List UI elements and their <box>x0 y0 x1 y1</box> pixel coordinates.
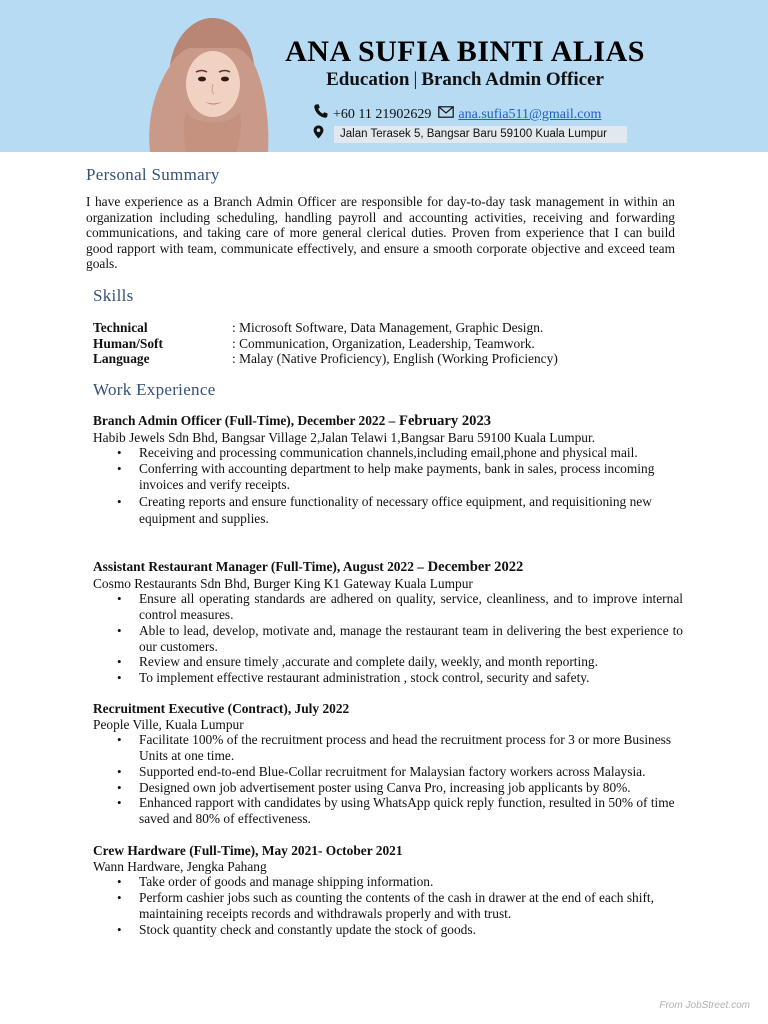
candidate-name: ANA SUFIA BINTI ALIAS <box>285 35 645 68</box>
skills-heading: Skills <box>93 286 134 305</box>
skill-category: Technical <box>93 320 148 335</box>
duty-item: • Receiving and processing communication channels,including email,phone and physical mail. <box>117 445 683 461</box>
resume-header <box>0 0 768 152</box>
job-title-end: December 2022 <box>423 559 524 575</box>
skill-value: : Communication, Organization, Leadership, Teamwork. <box>232 335 535 351</box>
phone-number: +60 11 21902629 <box>333 107 432 122</box>
job-company: People Ville, Kuala Lumpur <box>93 716 244 732</box>
job-title <box>93 701 683 717</box>
experience-heading: Work Experience <box>93 380 216 399</box>
duty-item: • Enhanced rapport with candidates by using WhatsApp quick reply function, resulted in 50% of time saved and 80% of effectiveness. <box>117 795 683 826</box>
job-title-text: Assistant Restaurant Manager (Full-Time), August 2022 – <box>93 559 424 574</box>
duty-item: • To implement effective restaurant administration , stock control, security and safety. <box>117 670 683 686</box>
envelope-icon <box>438 104 454 126</box>
headline-separator: | <box>413 69 418 90</box>
job-title-end: February 2023 <box>395 413 492 429</box>
job-duties <box>117 732 683 826</box>
job-entry <box>93 701 683 827</box>
summary-text: I have experience as a Branch Admin Officer are responsible for day-to-day task management in within an organization including scheduling, handling payroll and accounting activities, receiving and forwarding communications, and taking care of more general clerical duties. Proven from experience that I can build good rapport with team, communicate effectively, and ensure a smooth corporate objective and exceed team goals. <box>86 194 675 272</box>
duty-item: • Perform cashier jobs such as counting the contents of the cash in drawer at the end of each shift, maintaining receipts records and withdrawals properly and with trust. <box>117 890 683 921</box>
skill-row <box>93 336 558 352</box>
job-duties <box>117 445 683 526</box>
skill-category: Human/Soft <box>93 335 163 351</box>
contact-line <box>313 103 601 127</box>
skill-value: : Malay (Native Proficiency), English (Working Proficiency) <box>232 351 558 366</box>
phone-icon <box>313 103 329 127</box>
summary-heading: Personal Summary <box>86 165 220 184</box>
job-entry <box>93 559 683 686</box>
skill-category: Language <box>93 351 150 366</box>
job-company: Wann Hardware, Jengka Pahang <box>93 858 267 874</box>
duty-item: • Creating reports and ensure functionality of necessary office equipment, and requisitioning new equipment and supplies. <box>117 493 683 527</box>
job-entry <box>93 843 683 937</box>
duty-item: • Designed own job advertisement poster using Canva Pro, increasing job applicants by 80%. <box>117 780 683 796</box>
profile-photo <box>140 14 272 152</box>
email-link[interactable]: ana.sufia511@gmail.com <box>458 107 602 122</box>
skill-row <box>93 320 558 336</box>
map-pin-icon <box>313 125 324 144</box>
watermark: From JobStreet.com <box>659 1000 750 1011</box>
job-title <box>93 843 683 859</box>
skills-table <box>93 320 558 367</box>
headline <box>282 67 648 93</box>
job-title <box>93 559 683 576</box>
duty-item: • Facilitate 100% of the recruitment process and head the recruitment process for 3 or more Business Units at one time. <box>117 732 683 763</box>
address-text: Jalan Terasek 5, Bangsar Baru 59100 Kuala Lumpur <box>334 126 627 143</box>
duty-item: • Stock quantity check and constantly update the stock of goods. <box>117 922 683 938</box>
job-company: Cosmo Restaurants Sdn Bhd, Burger King K1 Gateway Kuala Lumpur <box>93 575 473 591</box>
job-title-text: Branch Admin Officer (Full-Time), December 2022 – <box>93 413 396 428</box>
address-line <box>313 125 627 144</box>
duty-item: • Able to lead, develop, motivate and, manage the restaurant team in delivering the best experience to our customers. <box>117 623 683 654</box>
skill-value: : Microsoft Software, Data Management, Graphic Design. <box>232 320 544 335</box>
skill-row <box>93 351 558 367</box>
duty-item: • Supported end-to-end Blue-Collar recruitment for Malaysian factory workers across Malaysia. <box>117 764 683 780</box>
job-title <box>93 413 683 430</box>
job-duties <box>117 874 683 937</box>
job-title-text: Crew Hardware (Full-Time), May 2021- October 2021 <box>93 843 403 858</box>
duty-item: • Take order of goods and manage shipping information. <box>117 874 683 890</box>
duty-item: • Ensure all operating standards are adhered on quality, service, cleanliness, and to improve internal control measures. <box>117 591 683 622</box>
job-entry <box>93 413 683 527</box>
duty-item: • Review and ensure timely ,accurate and complete daily, weekly, and month reporting. <box>117 654 683 670</box>
job-company: Habib Jewels Sdn Bhd, Bangsar Village 2,Jalan Telawi 1,Bangsar Baru 59100 Kuala Lumpur. <box>93 429 596 445</box>
duty-item: • Conferring with accounting department to help make payments, bank in sales, process incoming invoices and verify receipts. <box>117 461 683 492</box>
position-label: Branch Admin Officer <box>421 69 604 90</box>
job-duties <box>117 591 683 685</box>
job-title-text: Recruitment Executive (Contract), July 2022 <box>93 701 350 716</box>
education-label: Education <box>326 69 410 90</box>
